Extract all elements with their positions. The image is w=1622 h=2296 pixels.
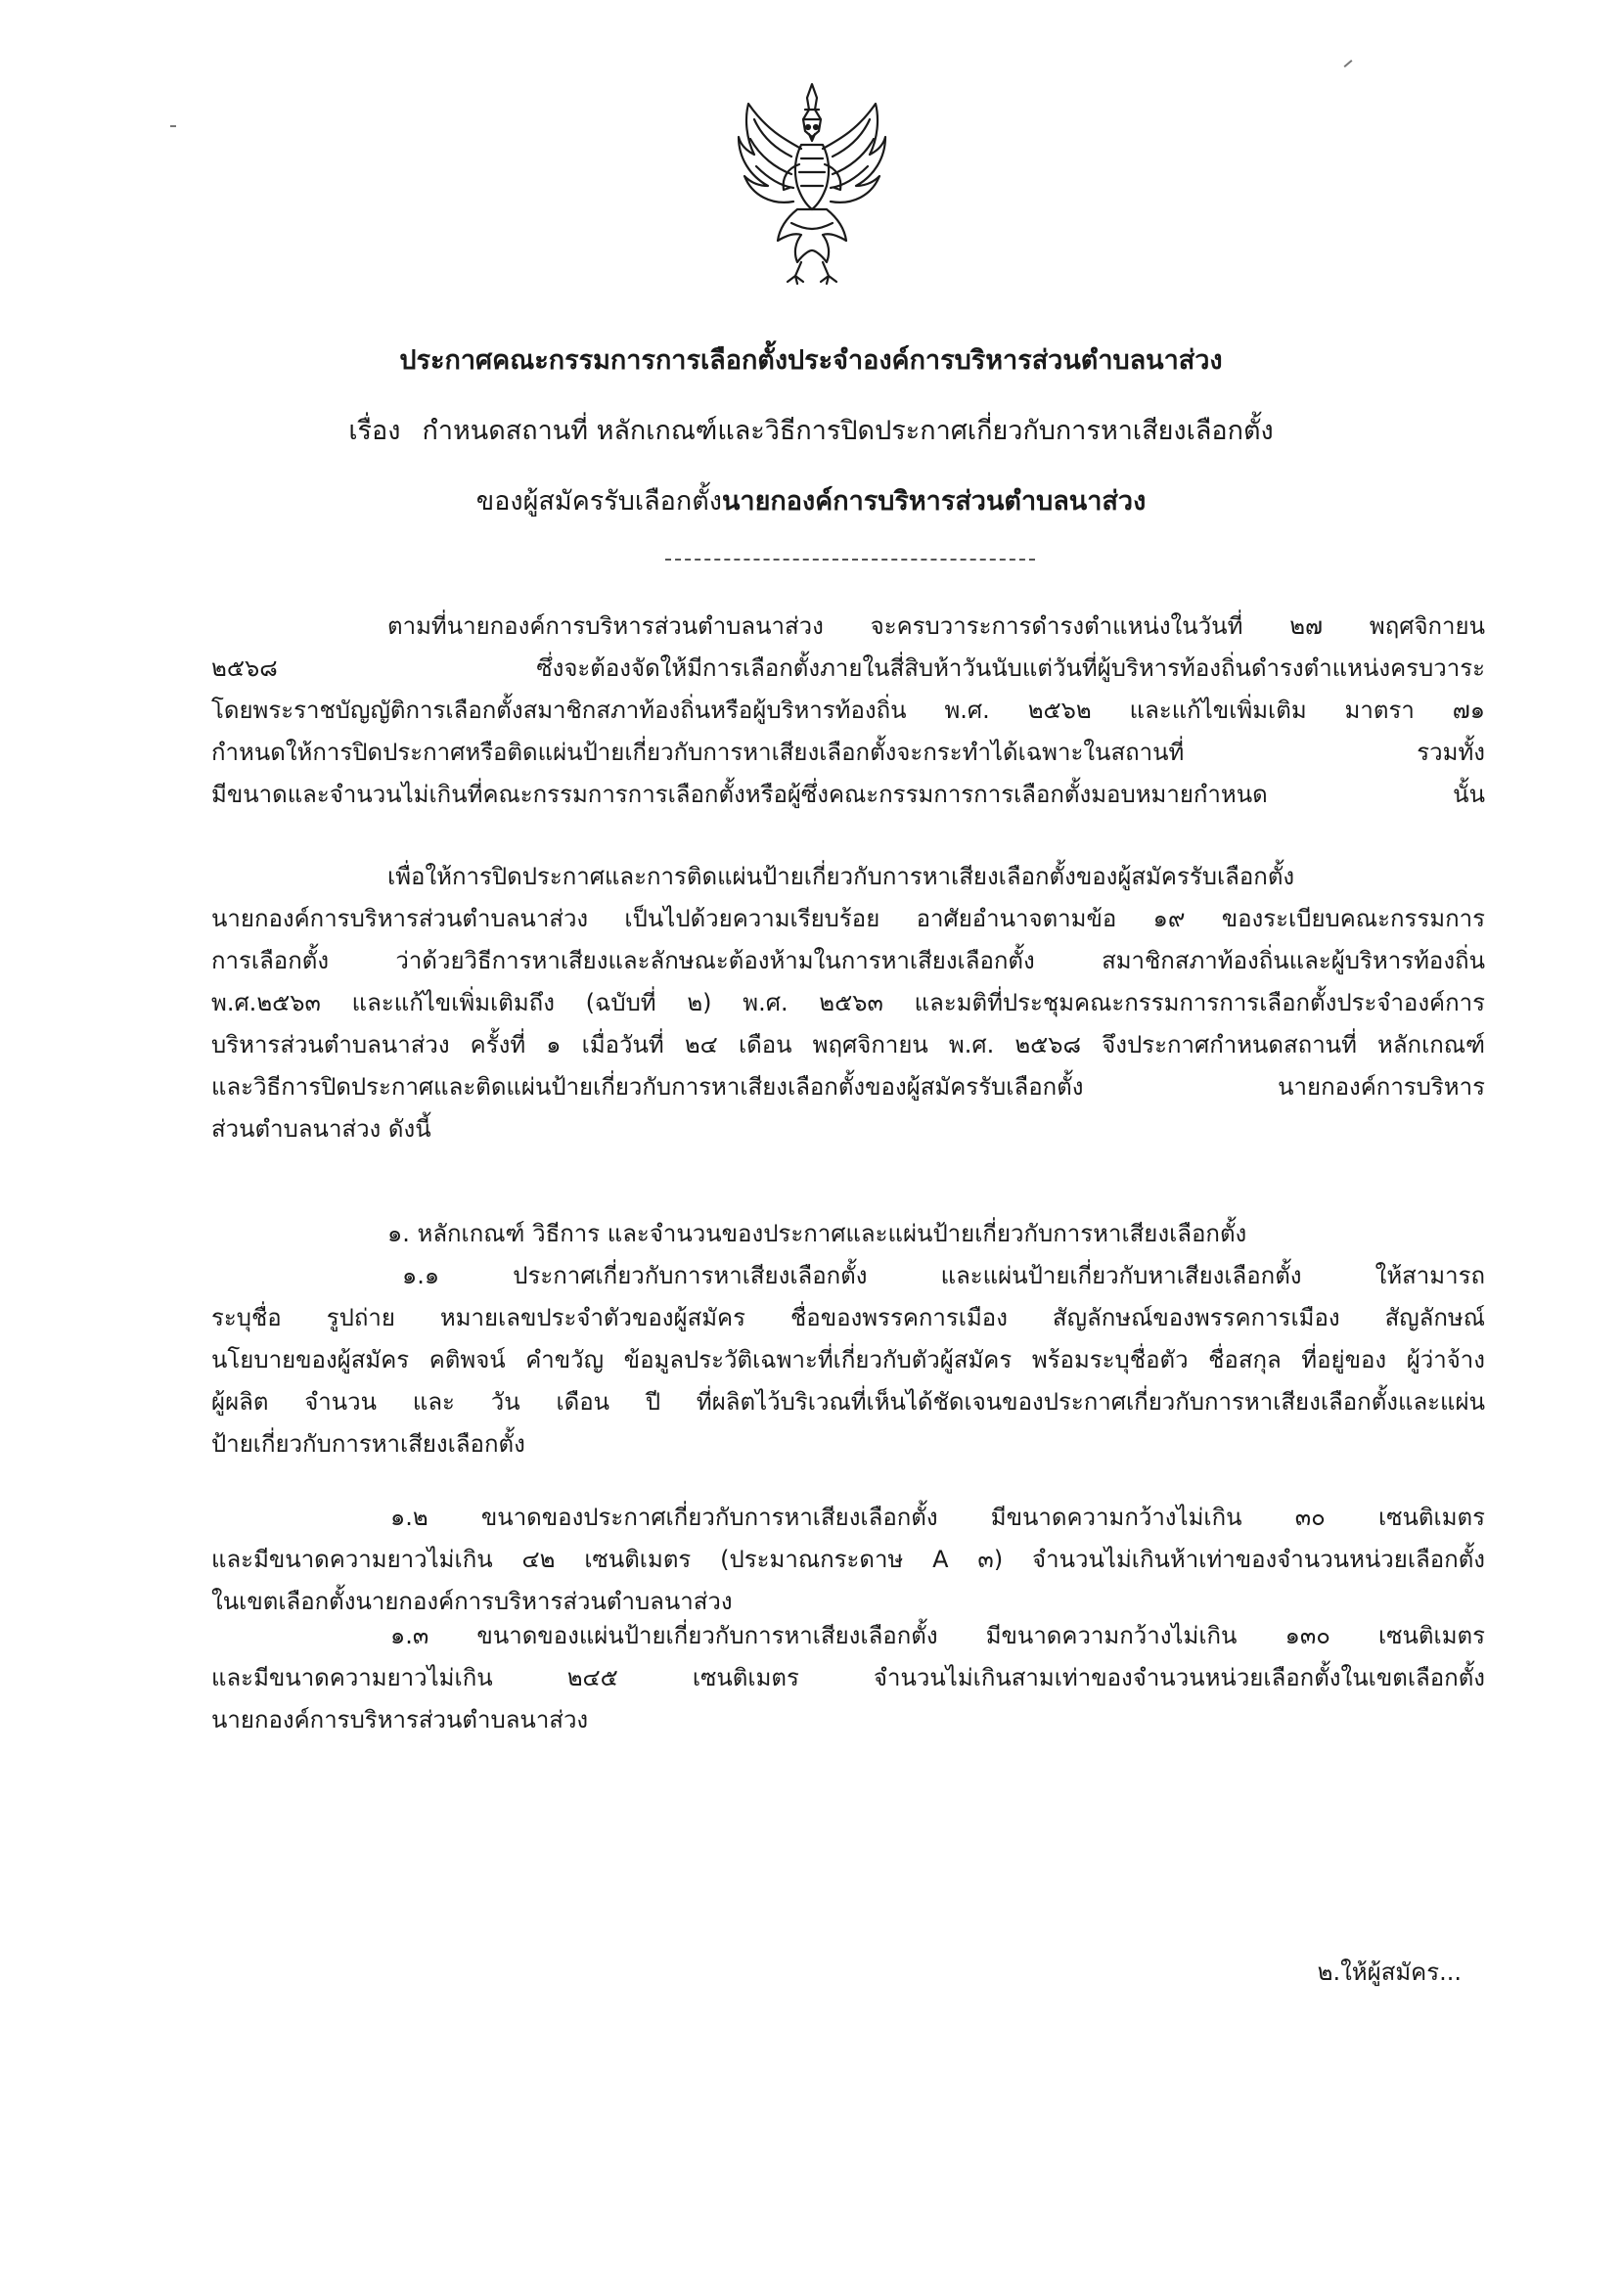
paragraph-line: และวิธีการปิดประกาศและติดแผ่นป้ายเกี่ยวกับการหาเสียงเลือกตั้งของผู้สมัครรับเลือกตั้ง นายกองค์การบริหาร — [211, 1073, 1485, 1101]
paragraph-line: ๑.๒ ขนาดของประกาศเกี่ยวกับการหาเสียงเลือกตั้ง มีขนาดความกว้างไม่เกิน ๓๐ เซนติเมตร — [390, 1504, 1485, 1531]
paragraph-line: พ.ศ.๒๕๖๓ และแก้ไขเพิ่มเติมถึง (ฉบับที่ ๒) พ.ศ. ๒๕๖๓ และมติที่ประชุมคณะกรรมการการเลือกตั้งประจำองค์การ — [211, 989, 1485, 1016]
paragraph-line: และมีขนาดความยาวไม่เกิน ๒๔๕ เซนติเมตร จำนวนไม่เกินสามเท่าของจำนวนหน่วยเลือกตั้งในเขตเลือกตั้ง — [211, 1664, 1485, 1691]
subject-line-2-bold: นายกองค์การบริหารส่วนตำบลนาส่วง — [721, 486, 1147, 517]
announcement-title: ประกาศคณะกรรมการการเลือกตั้งประจำองค์การบริหารส่วนตำบลนาส่วง — [399, 345, 1223, 376]
scan-speck — [1344, 60, 1353, 68]
section-1-3 — [211, 1615, 1485, 1741]
section-1-2 — [211, 1497, 1485, 1623]
garuda-emblem — [733, 80, 891, 288]
section-heading: ๑. หลักเกณฑ์ วิธีการ และจำนวนของประกาศและแผ่นป้ายเกี่ยวกับการหาเสียงเลือกตั้ง — [387, 1220, 1247, 1247]
paragraph-line: การเลือกตั้ง ว่าด้วยวิธีการหาเสียงและลักษณะต้องห้ามในการหาเสียงเลือกตั้ง สมาชิกสภาท้องถิ่นและผู้บริหารท้องถิ่น — [211, 947, 1485, 974]
paragraph-line: นโยบายของผู้สมัคร คติพจน์ คำขวัญ ข้อมูลประวัติเฉพาะที่เกี่ยวกับตัวผู้สมัคร พร้อมระบุชื่อตัว ชื่อสกุล ที่อยู่ของ ผู้ว่าจ้าง — [211, 1346, 1485, 1373]
paragraph-line: มีขนาดและจำนวนไม่เกินที่คณะกรรมการการเลือกตั้งหรือผู้ซึ่งคณะกรรมการการเลือกตั้งมอบหมายกำหนด นั้น — [211, 781, 1485, 808]
subject-label: เรื่อง — [348, 416, 401, 446]
paragraph-line: ส่วนตำบลนาส่วง ดังนี้ — [211, 1115, 431, 1143]
paragraph-line: ๑.๓ ขนาดของแผ่นป้ายเกี่ยวกับการหาเสียงเลือกตั้ง มีขนาดความกว้างไม่เกิน ๑๓๐ เซนติเมตร — [390, 1622, 1485, 1649]
paragraph-line: นายกองค์การบริหารส่วนตำบลนาส่วง เป็นไปด้วยความเรียบร้อย อาศัยอำนาจตามข้อ ๑๙ ของระเบียบคณะกรรมการ — [211, 905, 1485, 932]
paragraph-line: นายกองค์การบริหารส่วนตำบลนาส่วง — [211, 1706, 589, 1733]
paragraph-line: เพื่อให้การปิดประกาศและการติดแผ่นป้ายเกี่ยวกับการหาเสียงเลือกตั้งของผู้สมัครรับเลือกตั้ง — [387, 863, 1295, 890]
subject-line-2 — [0, 479, 1622, 521]
paragraph-line: ในเขตเลือกตั้งนายกองค์การบริหารส่วนตำบลนาส่วง — [211, 1588, 733, 1615]
paragraph-line: ๒๕๖๘ ซึ่งจะต้องจัดให้มีการเลือกตั้งภายในสี่สิบห้าวันนับแต่วันที่ผู้บริหารท้องถิ่นดำรงตำแหน่งครบวาระ — [211, 654, 1485, 682]
paragraph-line: ตามที่นายกองค์การบริหารส่วนตำบลนาส่วง จะครบวาระการดำรงตำแหน่งในวันที่ ๒๗ พฤศจิกายน — [387, 612, 1485, 640]
paragraph-line: ผู้ผลิต จำนวน และ วัน เดือน ปี ที่ผลิตไว้บริเวณที่เห็นได้ชัดเจนของประกาศเกี่ยวกับการหาเสียงเลือกตั้งและแผ่น — [211, 1388, 1485, 1416]
title-divider — [665, 559, 1035, 561]
continuation-note: ๒.ให้ผู้สมัคร... — [1317, 1958, 1462, 1986]
scan-speck — [170, 125, 176, 127]
paragraph-line: ๑.๑ ประกาศเกี่ยวกับการหาเสียงเลือกตั้ง และแผ่นป้ายเกี่ยวกับหาเสียงเลือกตั้ง ให้สามารถ — [402, 1262, 1485, 1289]
subject-text: กำหนดสถานที่ หลักเกณฑ์และวิธีการปิดประกาศเกี่ยวกับการหาเสียงเลือกตั้ง — [422, 416, 1274, 446]
subject-line — [0, 409, 1622, 451]
paragraph-1 — [211, 606, 1485, 816]
paragraph-2 — [211, 856, 1485, 1150]
paragraph-line: ป้ายเกี่ยวกับการหาเสียงเลือกตั้ง — [211, 1430, 525, 1458]
subject-line-2-normal: ของผู้สมัครรับเลือกตั้ง — [475, 486, 722, 517]
paragraph-line: ระบุชื่อ รูปถ่าย หมายเลขประจำตัวของผู้สมัคร ชื่อของพรรคการเมือง สัญลักษณ์ของพรรคการเมือง สัญลักษณ์ — [211, 1304, 1485, 1331]
paragraph-line: และมีขนาดความยาวไม่เกิน ๔๒ เซนติเมตร (ประมาณกระดาษ A ๓) จำนวนไม่เกินห้าเท่าของจำนวนหน่วยเลือกตั้ง — [211, 1546, 1485, 1573]
paragraph-line: บริหารส่วนตำบลนาส่วง ครั้งที่ ๑ เมื่อวันที่ ๒๔ เดือน พฤศจิกายน พ.ศ. ๒๕๖๘ จึงประกาศกำหนดสถานที่ หลักเกณฑ์ — [211, 1031, 1485, 1058]
paragraph-line: โดยพระราชบัญญัติการเลือกตั้งสมาชิกสภาท้องถิ่นหรือผู้บริหารท้องถิ่น พ.ศ. ๒๕๖๒ และแก้ไขเพิ่มเติม มาตรา ๗๑ — [211, 697, 1485, 724]
section-1 — [211, 1213, 1485, 1465]
paragraph-line: กำหนดให้การปิดประกาศหรือติดแผ่นป้ายเกี่ยวกับการหาเสียงเลือกตั้งจะกระทำได้เฉพาะในสถานที่ รวมทั้ง — [211, 739, 1485, 766]
